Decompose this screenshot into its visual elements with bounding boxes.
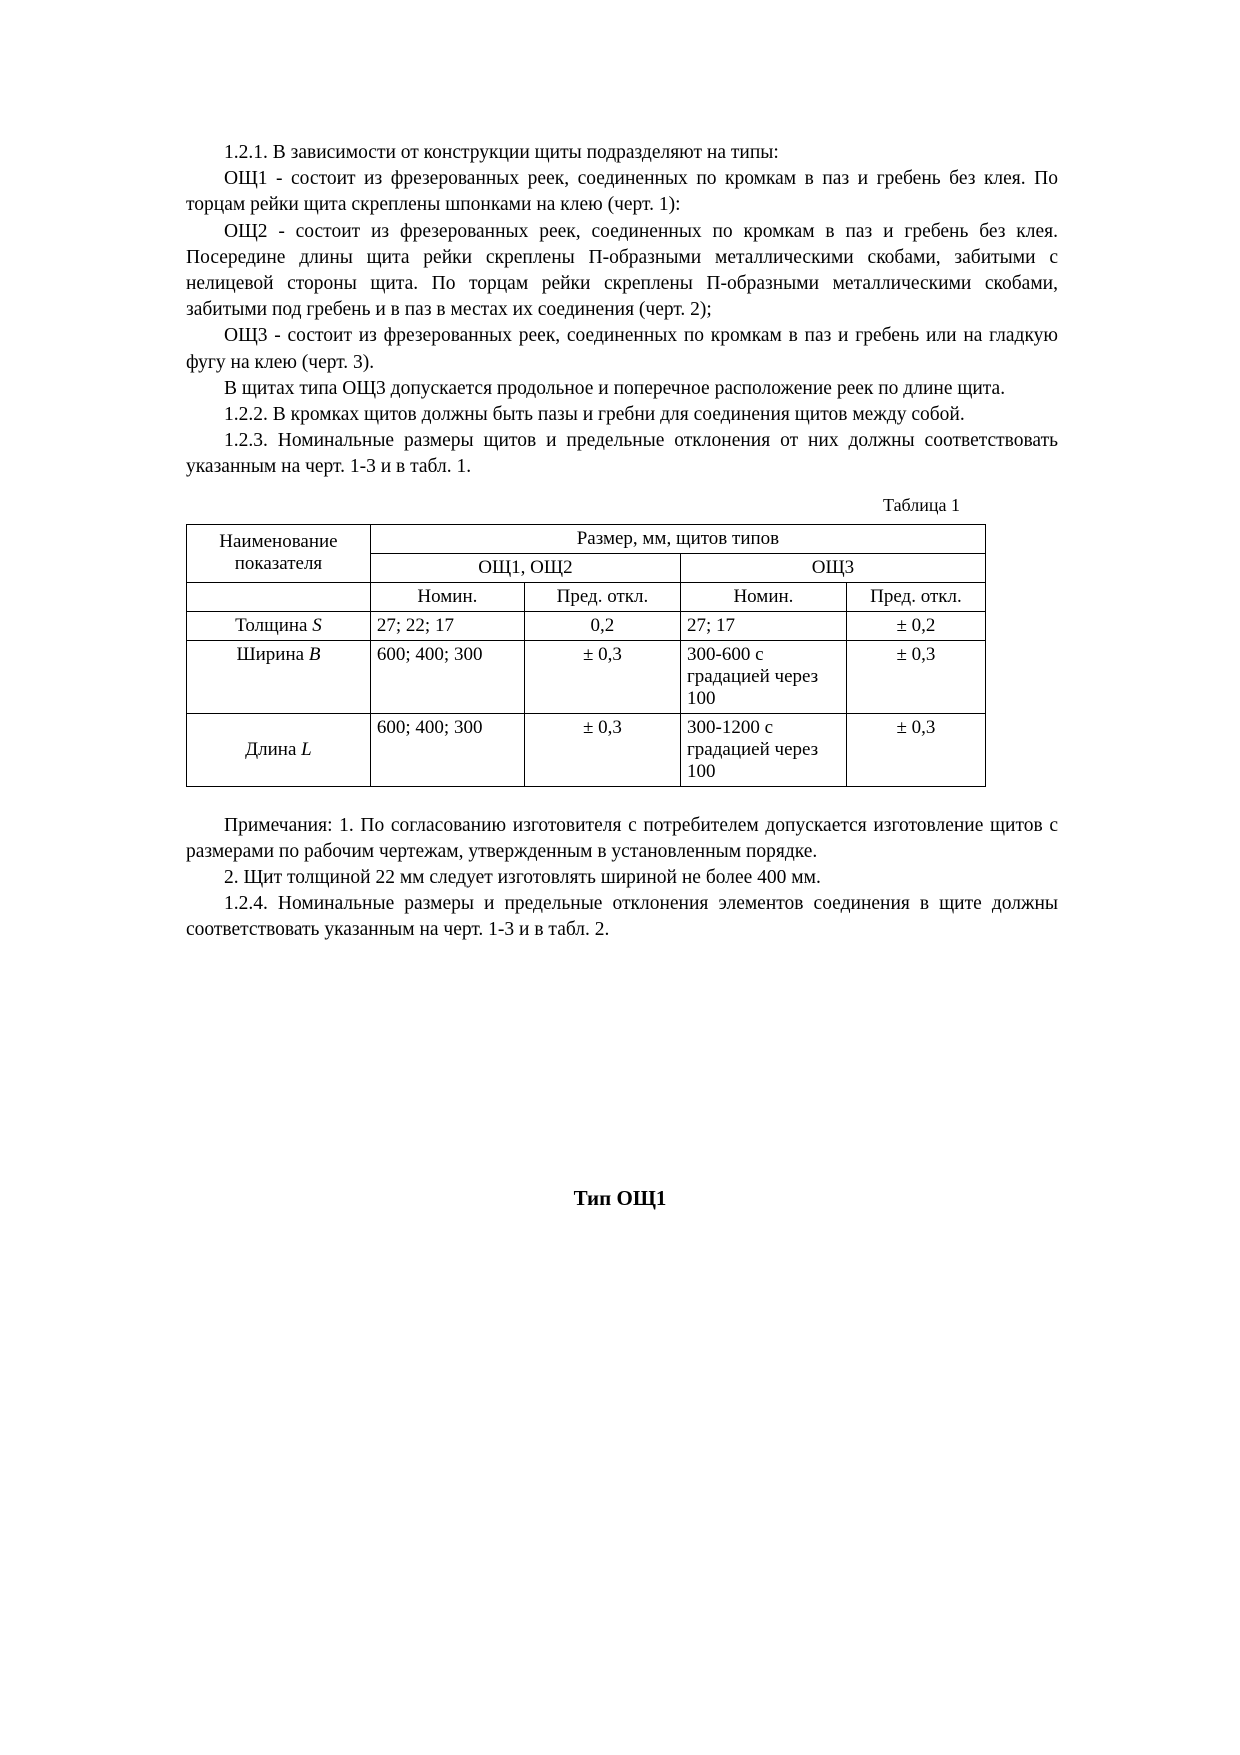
- paragraph-1-2-2: 1.2.2. В кромках щитов должны быть пазы и гребни для соединения щитов между собой.: [224, 404, 965, 426]
- header-cell-deviation-a: Пред. откл.: [524, 582, 680, 611]
- header-cell-deviation-b: Пред. откл.: [846, 582, 985, 611]
- note-2: 2. Щит толщиной 22 мм следует изготовлять шириной не более 400 мм.: [224, 867, 821, 889]
- cell-deviation-b-width: ± 0,3: [846, 640, 985, 713]
- cell-deviation-a-width: ± 0,3: [524, 640, 680, 713]
- table-header-row-1: [187, 524, 986, 553]
- header-cell-group-a: ОЩ1, ОЩ2: [370, 553, 680, 582]
- cell-nominal-a-width: 600; 400; 300: [370, 640, 524, 713]
- header-indicator-line1: Наименование: [219, 531, 338, 553]
- cell-nominal-b-thickness: 27; 17: [681, 611, 847, 640]
- document-body: [186, 140, 1058, 944]
- header-cell-group-b: ОЩ3: [681, 553, 986, 582]
- notes-block: [186, 813, 1058, 944]
- row-label-width-symbol: B: [308, 643, 321, 665]
- paragraph-osch1: ОЩ1 - состоит из фрезерованных реек, соединенных по кромкам в паз и гребень без клея. По торцам рейки щита скреплены шпонками на клею (черт. 1):: [186, 168, 1058, 216]
- paragraph-osch3: ОЩ3 - состоит из фрезерованных реек, соединенных по кромкам в паз и гребень или на гладкую фугу на клею (черт. 3).: [186, 325, 1058, 373]
- paragraph-1-2-4: 1.2.4. Номинальные размеры и предельные отклонения элементов соединения в щите должны соответствовать указанным на черт. 1-3 и в табл. 2.: [186, 893, 1058, 941]
- header-cell-indicator: [187, 524, 371, 582]
- paragraph-1-2-3: 1.2.3. Номинальные размеры щитов и предельные отклонения от них должны соответствовать указанным на черт. 1-3 и в табл. 1.: [186, 430, 1058, 478]
- header-cell-nominal-b: Номин.: [681, 582, 847, 611]
- header-indicator-line2: показателя: [234, 553, 323, 575]
- row-label-length: [187, 713, 371, 786]
- row-label-thickness-text: Толщина: [235, 614, 308, 636]
- cell-deviation-a-thickness: 0,2: [524, 611, 680, 640]
- table-row: [187, 611, 986, 640]
- row-label-length-symbol: L: [301, 738, 312, 760]
- table-row: [187, 713, 986, 786]
- table-row: [187, 640, 986, 713]
- header-cell-nominal-a: Номин.: [370, 582, 524, 611]
- row-label-thickness-symbol: S: [312, 614, 322, 636]
- figure-title: Тип ОЩ1: [573, 1186, 667, 1210]
- cell-nominal-b-width: 300-600 с градацией через 100: [681, 640, 847, 713]
- paragraph-osch2: ОЩ2 - состоит из фрезерованных реек, соединенных по кромкам в паз и гребень без клея. Посередине длины щита рейки скреплены П-образными металлическими скобами, забитыми с нелицевой стороны щита. По торцам рейки скреплены П-образными металлическими скобами, забитыми под гребень и в паз в местах их соединения (черт. 2);: [186, 220, 1058, 321]
- header-cell-group-title: Размер, мм, щитов типов: [370, 524, 985, 553]
- row-label-width-text: Ширина: [236, 643, 305, 665]
- row-label-length-text: Длина: [245, 738, 297, 760]
- paragraph-osch3-note: В щитах типа ОЩ3 допускается продольное и поперечное расположение реек по длине щита.: [224, 377, 1006, 399]
- cell-nominal-a-thickness: 27; 22; 17: [370, 611, 524, 640]
- note-1: Примечания: 1. По согласованию изготовителя с потребителем допускается изготовление щитов с размерами по рабочим чертежам, утвержденным в установленным порядке.: [186, 814, 1058, 862]
- table-caption: Таблица 1: [883, 494, 960, 515]
- row-label-thickness: [187, 611, 371, 640]
- dimensions-table: [186, 524, 986, 787]
- cell-deviation-b-length: ± 0,3: [846, 713, 985, 786]
- cell-deviation-b-thickness: ± 0,2: [846, 611, 985, 640]
- cell-deviation-a-length: ± 0,3: [524, 713, 680, 786]
- cell-nominal-b-length: 300-1200 с градацией через 100: [681, 713, 847, 786]
- cell-nominal-a-length: 600; 400; 300: [370, 713, 524, 786]
- table-header-row-3: [187, 582, 986, 611]
- paragraph-1-2-1: 1.2.1. В зависимости от конструкции щиты подразделяют на типы:: [224, 142, 779, 163]
- header-cell-empty: [187, 582, 371, 611]
- row-label-width: [187, 640, 371, 713]
